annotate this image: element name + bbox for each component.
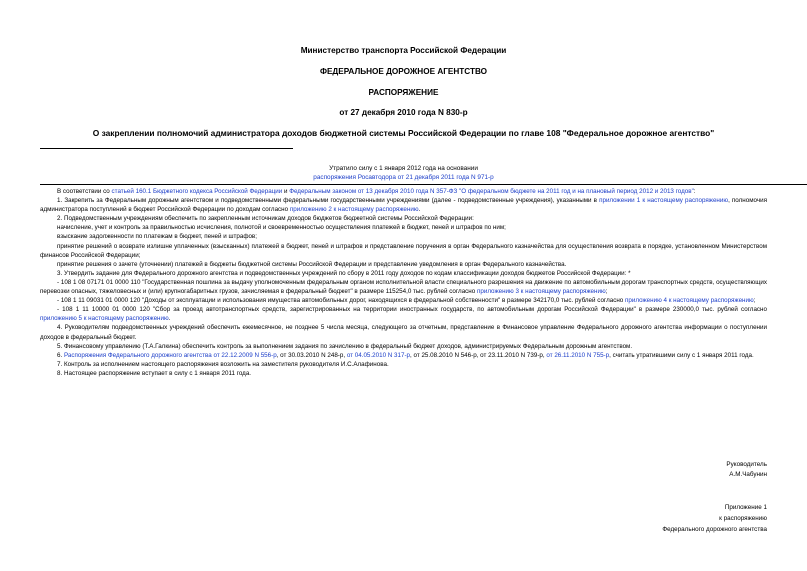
paragraph-8: 8. Настоящее распоряжение вступает в силу с 1 января 2011 года. [57, 369, 252, 377]
appendix-4-link[interactable]: приложению 4 к настоящему распоряжению [625, 297, 754, 305]
paragraph-2: 2. Подведомственным учреждениям обеспечить по закрепленным источникам доходов бюджетов бюджетной системы Российской Федерации: [57, 215, 474, 223]
paragraph-6: 6. Распоряжения Федерального дорожного агентства от 22.12.2009 N 556-р, от 30.03.2010 N 248-р, от 04.05.2010 N 317-р, от 25.08.2010 N 546-р, от 23.11.2010 N 739-р, от 26.11.2010 N 755-р, считать утратившими силу с 1 января 2011 года. [57, 351, 754, 359]
paragraph-7: 7. Контроль за исполнением настоящего распоряжения возложить на заместителя руководителя И.С.Алафинова. [57, 360, 389, 368]
paragraph-2-item-2: взыскание задолженности по платежам в бюджет, пеней и штрафов; [57, 233, 257, 241]
appendix-label: Приложение 1 [724, 504, 767, 511]
status-note: Утратило силу с 1 января 2012 года на основании [329, 165, 478, 172]
document-title: О закреплении полномочий администратора доходов бюджетной системы Российской Федерации по главе 108 "Федеральное дорожное агентство" [92, 128, 715, 138]
ministry-heading: Министерство транспорта Российской Федерации [300, 46, 507, 55]
status-note-link-line [0, 173, 807, 182]
appendix-3-link[interactable]: приложению 3 к настоящему распоряжению [476, 288, 606, 296]
appendix-1-link[interactable]: приложении 1 к настоящему распоряжению [599, 197, 729, 205]
appendix-5-link[interactable]: приложению 5 к настоящему распоряжению [40, 315, 169, 323]
agency-heading: ФЕДЕРАЛЬНОЕ ДОРОЖНОЕ АГЕНТСТВО [319, 67, 488, 76]
paragraph-1: 1. Закрепить за Федеральным дорожным агентством и подведомственными федеральными государственными учреждениями (далее - подведомственные учреждения), указанными в приложении 1 к настоящему распоряжению, полномочия администратора поступлений в бюджет Российской Федерации по доходам согласно приложению 2 к настоящему распоряжению. [40, 197, 767, 214]
paragraph-2-item-4: принятие решения о зачете (уточнении) платежей в бюджеты бюджетной системы Российской Федерации и представление уведомления в орган Федерального казначейства. [57, 260, 567, 268]
paragraph-5: 5. Финансовому управлению (Т.А.Галкина) обеспечить контроль за выполнением задания по зачислению в федеральный бюджет доходов, администрируемых Федеральным дорожным агентством. [57, 342, 633, 350]
status-divider [40, 184, 807, 185]
paragraph-2-item-3: принятие решений о возврате излишне уплаченных (взысканных) платежей в бюджет, пеней и штрафов и представление поручения в орган Федерального казначейства для осуществления возврата в порядке, установленном Министерством финансов Российской Федерации; [40, 242, 767, 259]
appendix-2-link[interactable]: приложению 2 к настоящему распоряжению [289, 206, 419, 214]
paragraph-3: 3. Утвердить задание для Федерального дорожного агентства и подведомственных учреждений по сбору в 2011 году доходов по кодам классификации доходов бюджетов Российской Федерации: * [57, 269, 631, 277]
appendix-reference: к распоряжению [719, 515, 767, 522]
paragraph-3-item-2: - 108 1 11 09031 01 0000 120 "Доходы от эксплуатации и использования имущества автомобильных дорог, находящихся в федеральной собственности" в размере 342170,0 тыс. рублей согласно приложению 4 к настоящему распоряжению; [57, 297, 756, 305]
appendix-agency: Федерального дорожного агентства [662, 526, 767, 533]
paragraph-preamble: В соответствии со статьей 160.1 Бюджетного кодекса Российской Федерации и Федеральным законом от 13 декабря 2010 года N 357-ФЗ "О федеральном бюджете на 2011 год и на плановый период 2012 и 2013 годов": [57, 188, 696, 195]
budget-code-link[interactable]: статьей 160.1 Бюджетного кодекса Российской Федерации [111, 188, 283, 195]
document-type: РАСПОРЯЖЕНИЕ [368, 88, 439, 97]
paragraph-3-item-1: - 108 1 08 07171 01 0000 110 "Государственная пошлина за выдачу уполномоченным федеральным органом исполнительной власти специального разрешения на движение по автомобильным дорогам транспортных средств, осуществляющих перевозки опасных, тяжеловесных и (или) крупногабаритных грузов, зачисляемая в федеральный бюджет" в размере 115254,0 тыс. рублей согласно приложению 3 к настоящему распоряжению; [40, 278, 767, 296]
order-556-link[interactable]: Распоряжения Федерального дорожного агентства от 22.12.2009 N 556-р [63, 351, 277, 359]
repeal-order-link[interactable]: распоряжения Росавтодора от 21 декабря 2011 года N 971-р [313, 174, 494, 181]
federal-law-link[interactable]: Федеральным законом от 13 декабря 2010 года N 357-ФЗ "О федеральном бюджете на 2011 год и на плановый период 2012 и 2013 годов" [289, 188, 694, 195]
document-body [40, 187, 767, 378]
paragraph-3-item-3: - 108 1 11 10000 01 0000 120 "Сбор за проезд автотранспортных средств, зарегистрированных на территории иностранных государств, по автомобильным дорогам Российской Федерации" в размере 230000,0 тыс. рублей согласно приложению 5 к настоящему распоряжению. [40, 306, 767, 323]
title-divider [40, 148, 293, 149]
order-317-link[interactable]: от 04.05.2010 N 317-р [346, 351, 411, 359]
paragraph-2-item-1: начисление, учет и контроль за правильностью исчисления, полнотой и своевременностью осуществления платежей в бюджет, пеней и штрафов по ним; [57, 224, 506, 232]
signatory-name: А.М.Чабунин [729, 471, 767, 478]
document-date-number: от 27 декабря 2010 года N 830-р [339, 108, 468, 117]
signatory-position: Руководитель [726, 461, 767, 468]
paragraph-4: 4. Руководителям подведомственных учреждений обеспечить ежемесячное, не позднее 5 числа месяца, следующего за отчетным, представление в Финансовое управление Федерального дорожного агентства информации о поступлении доходов в федеральный бюджет. [40, 324, 767, 341]
order-755-link[interactable]: от 26.11.2010 N 755-р [546, 351, 610, 359]
